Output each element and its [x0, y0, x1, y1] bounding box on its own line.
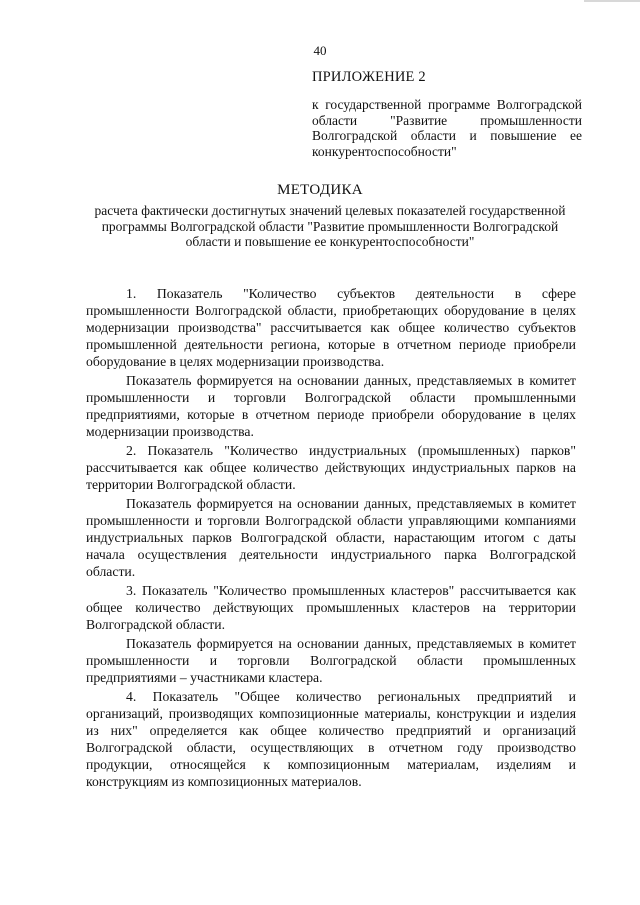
paragraph-3: 2. Показатель "Количество индустриальных (промышленных) парков" рассчитывается как общее количество действующих индустриальных парков на территории Волгоградской области.	[86, 443, 576, 492]
appendix-title: ПРИЛОЖЕНИЕ 2	[312, 69, 426, 85]
document-title: МЕТОДИКА	[277, 182, 363, 198]
scan-edge-mark	[584, 0, 640, 2]
paragraph-4: Показатель формируется на основании данных, представляемых в комитет промышленности и торговли Волгоградской области управляющими компаниями индустриальных парков Волгоградской области, нарастающим итогом с даты начала осуществления деятельности индустриального парка Волгоградской области.	[86, 496, 576, 579]
paragraph-2: Показатель формируется на основании данных, представляемых в комитет промышленности и торговли Волгоградской области промышленными предприятиями, которые в отчетном периоде приобрели оборудование в целях модернизации производства.	[86, 373, 576, 439]
document-subtitle: расчета фактически достигнутых значений целевых показателей государственной программы Волгоградской области "Развитие промышленности Волгоградской области и повышение ее конкурентоспособности"	[94, 203, 566, 249]
paragraph-1: 1. Показатель "Количество субъектов деятельности в сфере промышленности Волгоградской области, приобретающих оборудование в целях модернизации производства" рассчитывается как общее количество субъектов промышленной деятельности региона, которые в отчетном периоде приобрели оборудование в целях модернизации производства.	[86, 286, 576, 369]
paragraph-7: 4. Показатель "Общее количество региональных предприятий и организаций, производящих композиционные материалы, конструкции и изделия из них" определяется как общее количество предприятий и организаций Волгоградской области, осуществляющих в отчетном году производство продукции, относящейся к композиционным материалам, изделиям и конструкциям из композиционных материалов.	[86, 689, 576, 789]
document-body	[86, 285, 576, 792]
paragraph-5: 3. Показатель "Количество промышленных кластеров" рассчитывается как общее количество действующих промышленных кластеров на территории Волгоградской области.	[86, 583, 576, 632]
page-number: 40	[313, 43, 327, 58]
paragraph-6: Показатель формируется на основании данных, представляемых в комитет промышленности и торговли Волгоградской области промышленных предприятиями – участниками кластера.	[86, 636, 576, 685]
appendix-reference: к государственной программе Волгоградской области "Развитие промышленности Волгоградской области и повышение ее конкурентоспособности"	[312, 97, 582, 159]
